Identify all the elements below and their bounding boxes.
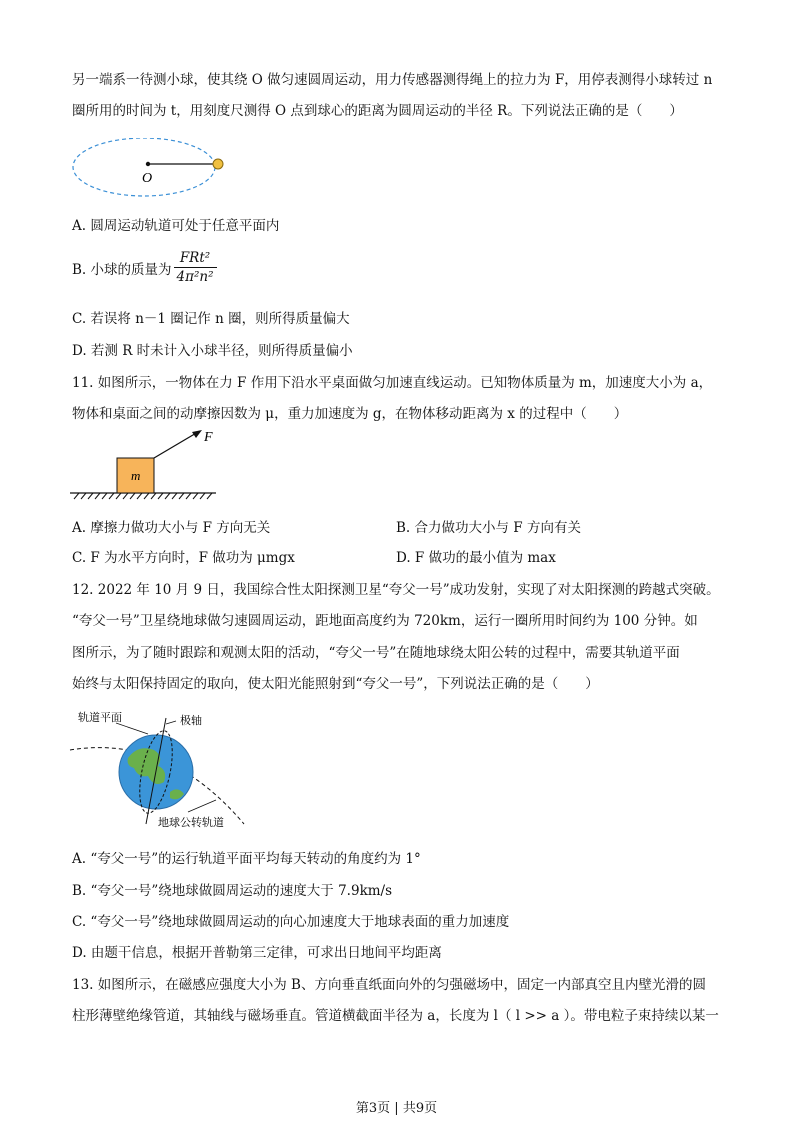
label-orbit-plane: 轨道平面: [78, 711, 122, 724]
q10-option-b-prefix: B. 小球的质量为: [72, 261, 172, 278]
q10-stem-line1: 另一端系一待测小球，使其绕 O 做匀速圆周运动，用力传感器测得绳上的拉力为 F，用停表测得小球转过 n: [72, 72, 713, 88]
label-O: O: [142, 171, 153, 186]
label-m: m: [131, 468, 141, 483]
page-footer: 第3页 | 共9页: [355, 1101, 438, 1116]
q11-stem-line2: 物体和桌面之间的动摩擦因数为 μ，重力加速度为 g，在物体移动距离为 x 的过程中（ ）: [72, 406, 628, 422]
q13-stem-line1: 13. 如图所示，在磁感应强度大小为 B、方向垂直纸面向外的匀强磁场中，固定一内部真空且内壁光滑的圆: [72, 977, 706, 993]
hatching: [74, 493, 212, 499]
q11-option-d: D. F 做功的最小值为 max: [396, 550, 556, 566]
leader-earth-orbit: [188, 800, 216, 812]
q11-option-c: C. F 为水平方向时，F 做功为 μmgx: [72, 550, 295, 566]
q12-option-d: D. 由题干信息，根据开普勒第三定律，可求出日地间平均距离: [72, 945, 442, 961]
q10-option-a: A. 圆周运动轨道可处于任意平面内: [72, 218, 280, 234]
q11-stem-line1: 11. 如图所示，一物体在力 F 作用下沿水平桌面做匀加速直线运动。已知物体质量为 m，加速度大小为 a，: [72, 375, 713, 391]
q12-option-c: C. “夸父一号”绕地球做圆周运动的向心加速度大于地球表面的重力加速度: [72, 914, 510, 930]
label-polar-axis: 极轴: [180, 714, 202, 727]
q12-stem-line4: 始终与太阳保持固定的取向，使太阳光能照射到“夸父一号”，下列说法正确的是（ ）: [72, 676, 599, 692]
q10-option-b-fraction: [174, 250, 217, 285]
q11-block-figure: [70, 426, 220, 506]
force-arrowhead: [192, 430, 202, 438]
orbit-ellipse: [73, 138, 215, 196]
q12-stem-line3: 图所示，为了随时跟踪和观测太阳的活动，“夸父一号”在随地球绕太阳公转的过程中，需要其轨道平面: [72, 645, 680, 661]
label-F: F: [204, 430, 213, 445]
q11-option-a: A. 摩擦力做功大小与 F 方向无关: [72, 520, 271, 536]
q11-option-b: B. 合力做功大小与 F 方向有关: [396, 520, 581, 536]
force-arrow: [154, 432, 198, 458]
label-earth-orbit: 地球公转轨道: [158, 816, 224, 829]
ball: [213, 159, 223, 169]
q10-option-b-numerator: FRt²: [174, 250, 217, 268]
q10-option-c: C. 若误将 n－1 圈记作 n 圈，则所得质量偏大: [72, 311, 350, 327]
q10-option-d: D. 若测 R 时未计入小球半径，则所得质量偏小: [72, 343, 353, 359]
q12-stem-line2: “夸父一号”卫星绕地球做匀速圆周运动，距地面高度约为 720km，运行一圈所用时间约为 100 分钟。如: [72, 613, 698, 629]
q10-option-b-denominator: 4π²n²: [176, 269, 214, 285]
leader-polar-axis: [166, 721, 176, 724]
q12-stem-line1: 12. 2022 年 10 月 9 日，我国综合性太阳探测卫星“夸父一号”成功发射，实现了对太阳探测的跨越式突破。: [72, 582, 720, 598]
q10-circular-motion-figure: [70, 138, 230, 204]
q12-option-a: A. “夸父一号”的运行轨道平面平均每天转动的角度约为 1°: [72, 851, 421, 867]
q12-option-b: B. “夸父一号”绕地球做圆周运动的速度大于 7.9km/s: [72, 883, 393, 899]
leader-orbit-plane: [116, 723, 148, 734]
q12-earth-figure: [68, 704, 258, 832]
q10-stem-line2: 圈所用的时间为 t，用刻度尺测得 O 点到球心的距离为圆周运动的半径 R。下列说法正确的是（ ）: [72, 103, 683, 119]
q13-stem-line2: 柱形薄壁绝缘管道，其轴线与磁场垂直。管道横截面半径为 a，长度为 l（ l >> a ）。带电粒子束持续以某一: [72, 1008, 719, 1024]
q10-option-b: [72, 250, 217, 285]
